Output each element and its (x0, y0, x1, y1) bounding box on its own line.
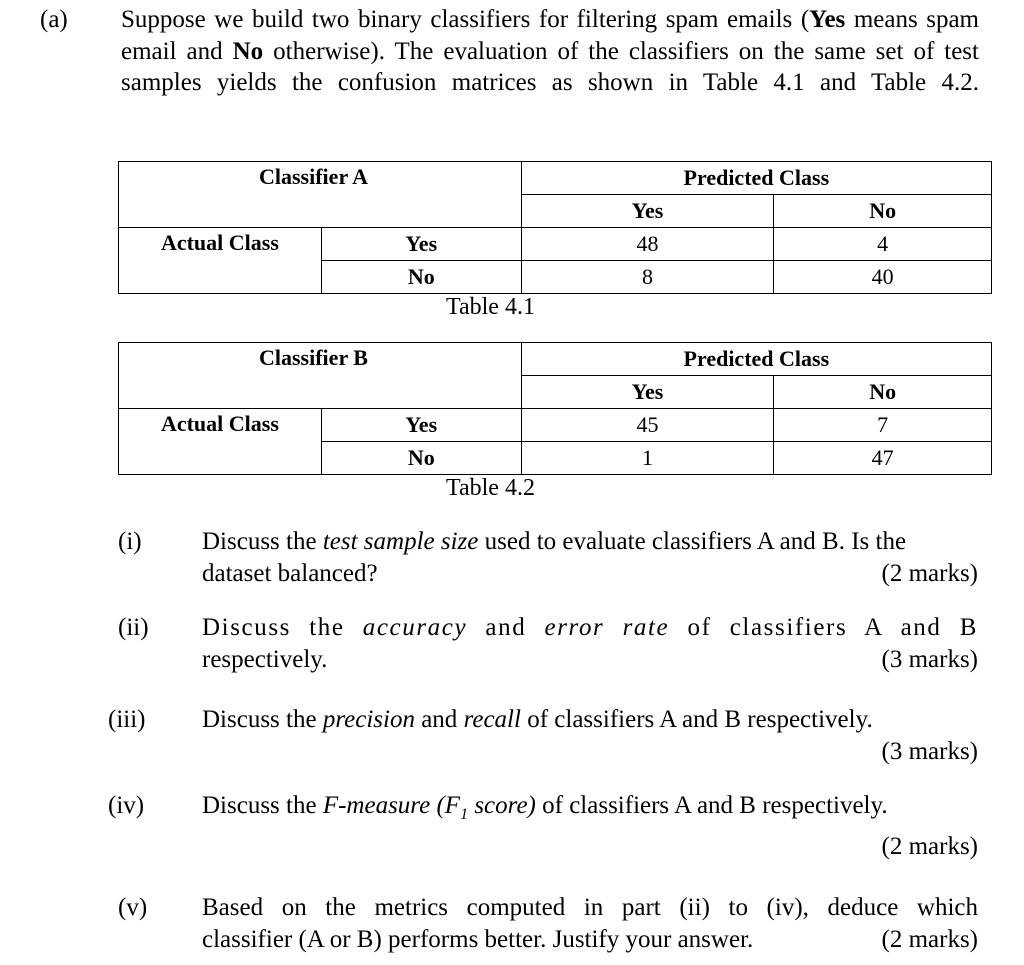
cell-a-yes-yes: 48 (521, 228, 774, 261)
question-v: Based on the metrics computed in part (ii) to (iv), deduce which classifier (A or B) performs better. Justify your answer. (2 marks) (202, 892, 978, 956)
no-term: No (232, 37, 264, 65)
question-label-iv: (iv) (108, 792, 145, 819)
question-iv: Discuss the F-measure ($F_1$ score) of classifiers A and B respectively. (2 marks) (202, 790, 978, 863)
actual-yes-a: Yes (321, 228, 521, 261)
question-i: Discuss the test sample size used to evaluate classifiers A and B. Is the dataset balanced? (2 marks) (202, 526, 978, 590)
marks-iii: (3 marks) (881, 738, 978, 765)
confusion-matrix-b (118, 342, 992, 475)
actual-class-header-a: Actual Class (160, 230, 279, 255)
actual-yes-b: Yes (321, 409, 521, 442)
question-label-v: (v) (118, 894, 148, 921)
marks-iv: (2 marks) (881, 833, 978, 860)
question-iii: Discuss the precision and recall of classifiers A and B respectively. (3 marks) (202, 704, 978, 768)
actual-no-b: No (321, 442, 521, 475)
table-4-2-caption: Table 4.2 (446, 475, 535, 501)
cell-a-no-no: 40 (774, 261, 992, 294)
cell-a-no-yes: 8 (521, 261, 774, 294)
question-label-i: (i) (118, 528, 142, 555)
pred-yes-header-b: Yes (521, 376, 774, 409)
pred-yes-header-a: Yes (521, 195, 774, 228)
pred-no-header-a: No (774, 195, 992, 228)
predicted-class-header-b: Predicted Class (521, 343, 991, 376)
classifier-b-title: Classifier B (259, 345, 368, 370)
actual-class-header-b: Actual Class (160, 411, 279, 436)
cell-b-no-no: 47 (774, 442, 992, 475)
question-label-ii: (ii) (118, 614, 149, 641)
marks-v: (2 marks) (881, 926, 978, 953)
pred-no-header-b: No (774, 376, 992, 409)
classifier-a-title: Classifier A (259, 164, 368, 189)
table-4-1-caption: Table 4.1 (446, 294, 535, 320)
confusion-matrix-a (118, 161, 992, 294)
predicted-class-header-a: Predicted Class (521, 162, 991, 195)
question-label-iii: (iii) (108, 706, 146, 733)
actual-no-a: No (321, 261, 521, 294)
cell-a-yes-no: 4 (774, 228, 992, 261)
cell-b-yes-no: 7 (774, 409, 992, 442)
marks-ii: (3 marks) (881, 646, 978, 673)
cell-b-yes-yes: 45 (521, 409, 774, 442)
part-label: (a) (40, 6, 68, 33)
cell-b-no-yes: 1 (521, 442, 774, 475)
intro-paragraph: Suppose we build two binary classifiers for filtering spam emails (Yes means spam email and No otherwise). The evaluation of the classifiers on the same set of test samples yields the confusion matrices as shown in Table 4.1 and Table 4.2. (121, 6, 980, 96)
question-ii: Discuss the accuracy and error rate of classifiers A and B respectively. (3 marks) (202, 612, 978, 676)
marks-i: (2 marks) (881, 560, 978, 587)
yes-term: Yes (809, 6, 846, 33)
